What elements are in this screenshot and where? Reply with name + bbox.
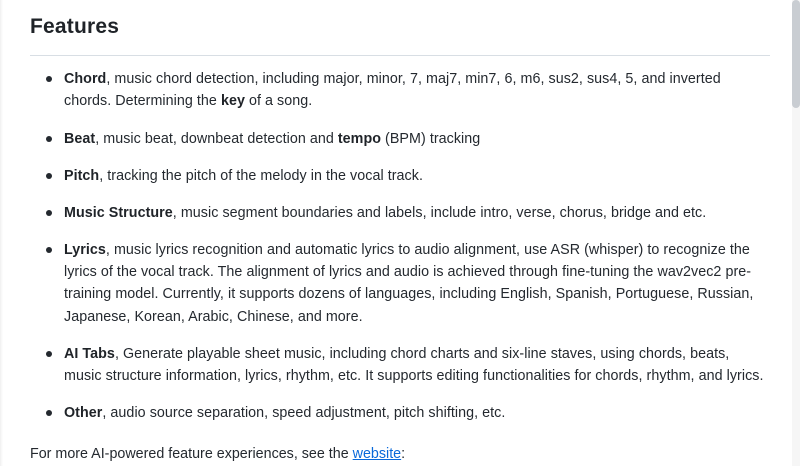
feature-name: Music Structure <box>64 204 173 221</box>
footer-suffix: : <box>401 446 406 463</box>
list-item <box>38 68 770 112</box>
feature-text: , Generate playable sheet music, including chord charts and six-line staves, using chords, beats, music structure information, lyrics, rhythm, etc. It supports editing functionalities for chords, rhythm, and lyrics. <box>64 345 764 384</box>
vertical-scrollbar[interactable] <box>792 0 800 466</box>
footer-note <box>30 443 770 465</box>
page-title: Features <box>30 15 120 38</box>
feature-emphasis: key <box>220 93 245 110</box>
scrollbar-thumb[interactable] <box>792 0 800 108</box>
feature-text: , music segment boundaries and labels, include intro, verse, chorus, bridge and etc. <box>172 204 707 221</box>
left-edge-shadow <box>0 0 3 466</box>
list-item <box>38 128 770 150</box>
list-item <box>38 202 770 224</box>
feature-name: AI Tabs <box>64 345 115 362</box>
feature-text: , audio source separation, speed adjustment, pitch shifting, etc. <box>102 404 506 421</box>
feature-name: Chord <box>64 71 107 88</box>
list-item <box>38 165 770 187</box>
feature-text: , music beat, downbeat detection and <box>95 130 338 147</box>
feature-emphasis: tempo <box>337 130 382 147</box>
feature-text: , tracking the pitch of the melody in the vocal track. <box>99 167 423 184</box>
feature-name: Other <box>64 404 103 421</box>
features-list <box>30 68 770 424</box>
list-item <box>38 343 770 387</box>
feature-text-cont: of a song. <box>244 93 313 110</box>
feature-name: Beat <box>64 130 96 147</box>
footer-prefix: For more AI-powered feature experiences, see the <box>30 446 353 463</box>
title-divider <box>30 55 770 56</box>
feature-text-cont: (BPM) tracking <box>381 130 481 147</box>
website-link[interactable]: website <box>352 446 402 463</box>
feature-name: Lyrics <box>64 242 106 259</box>
list-item <box>38 239 770 328</box>
feature-name: Pitch <box>64 167 100 184</box>
list-item <box>38 402 770 424</box>
feature-text: , music chord detection, including major, minor, 7, maj7, min7, 6, m6, sus2, sus4, 5, and inverted chords. Determining the <box>64 71 721 110</box>
feature-text: , music lyrics recognition and automatic lyrics to audio alignment, use ASR (whisper) to recognize the lyrics of the vocal track. The alignment of lyrics and audio is achieved through fine-tuning the wav2vec2 pre-training model. Currently, it supports dozens of languages, including English, Spanish, Portuguese, Russian, Japanese, Korean, Arabic, Chinese, and more. <box>64 242 754 325</box>
